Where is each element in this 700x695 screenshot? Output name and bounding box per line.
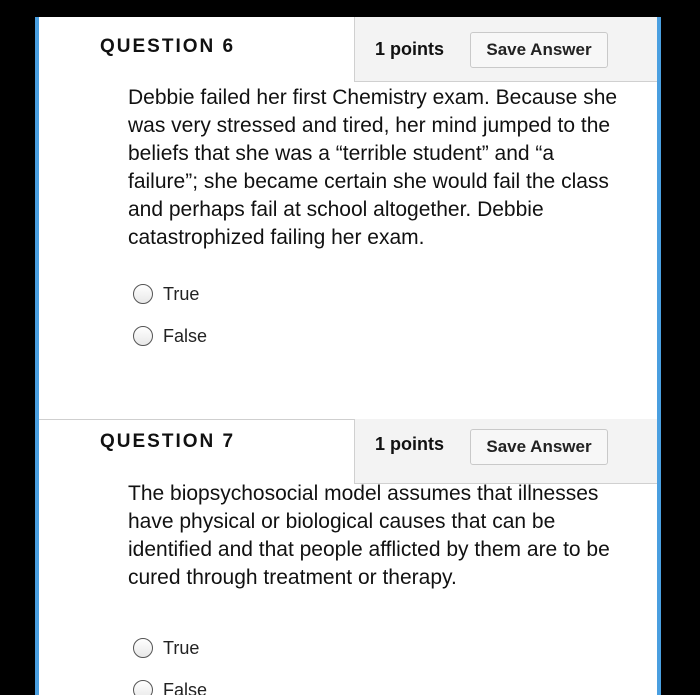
option-false[interactable] [133,323,207,349]
option-true[interactable] [133,635,199,661]
points-value: 1 points [375,39,445,59]
option-label: False [163,325,208,346]
quiz-frame [35,17,661,695]
option-true[interactable] [133,281,199,307]
save-answer-button[interactable]: Save Answer [470,429,608,465]
points-panel [354,17,657,82]
right-accent-border [657,17,661,695]
question-text: Debbie failed her first Chemistry exam. Because she was very stressed and tired, her mind jumped to the beliefs that she was a “terrible student” and “a failure”; she became certain she would fail the class and perhaps fail at school altogether. Debbie catastrophized failing her exam. [128,86,618,249]
option-label: True [163,283,200,304]
question-label: QUESTION 6 [100,36,236,57]
points-panel [354,419,657,484]
radio-button-icon[interactable] [133,638,153,658]
radio-button-icon[interactable] [133,680,153,695]
question-text: The biopsychosocial model assumes that illnesses have physical or biological causes that can be identified and that people afflicted by them are to be cured through treatment or therapy. [128,482,610,589]
save-answer-button[interactable]: Save Answer [470,32,608,68]
question-7-block [39,419,657,695]
radio-button-icon[interactable] [133,284,153,304]
option-label: False [163,679,208,695]
radio-button-icon[interactable] [133,326,153,346]
points-value: 1 points [375,434,445,454]
option-false[interactable] [133,677,207,695]
question-6-block [39,17,657,419]
option-label: True [163,637,200,658]
question-label: QUESTION 7 [100,431,236,452]
